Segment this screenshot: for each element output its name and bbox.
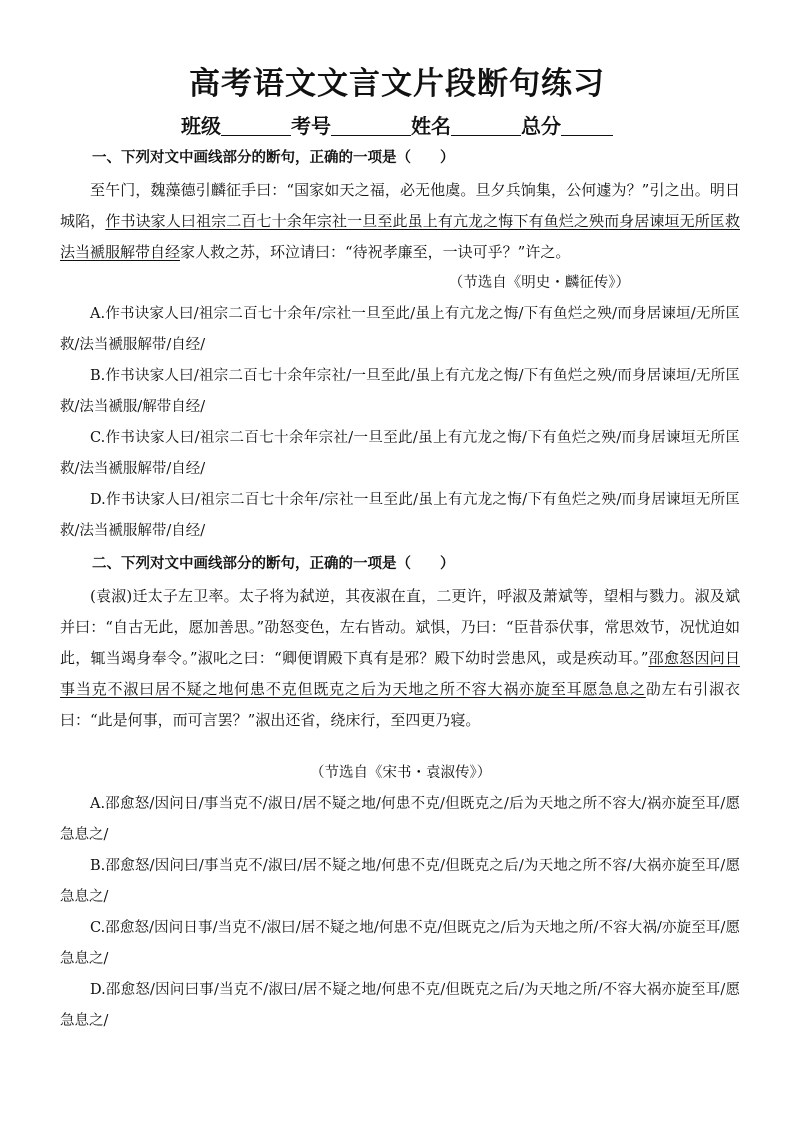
class-blank[interactable] <box>221 115 291 136</box>
passage-text: 劭左右引淑衣曰：“此是何事，而可言罢？”淑出还省，绕床行，至四更乃寝。 <box>60 680 740 729</box>
name-blank[interactable] <box>451 115 521 136</box>
option-c[interactable]: C.作书诀家人曰/祖宗二百七十余年宗社/一旦至此/虽上有亢龙之悔/下有鱼烂之殃/而身居谏垣无所匡救/法当褫服解带/自经/ <box>60 430 740 477</box>
question-2 <box>60 553 740 1037</box>
passage-text: 家人救之苏，环泣请曰：“待祝孝廉至，一诀可乎？”许之。 <box>180 243 571 261</box>
question-1-source: （节选自《明史・麟征传》） <box>448 275 630 291</box>
option-d[interactable]: D.邵愈怒/因问曰事/当克不/淑曰/居不疑之地/何患不克/但既克之后/为天地之所/不容大祸亦旋至耳/愿急息之/ <box>60 982 740 1029</box>
passage-text: (袁淑)迁太子左卫率。太子将为弑逆，其夜淑在直，二更许，呼淑及萧斌等，望相与戮力。淑及斌并曰：“自古无此，愿加善思。”劭怒变色，左右皆动。斌惧，乃曰：“臣昔忝伏事，常思效节，况忧迫如此，辄当竭身奉令。”淑叱之曰：“卿便谓殿下真有是邪？殿下幼时尝患风，或是疾动耳。” <box>60 587 740 667</box>
option-b[interactable]: B.作书诀家人曰/祖宗二百七十余年宗社/一旦至此/虽上有亢龙之悔/下有鱼烂之殃/而身居谏垣/无所匡救/法当褫服/解带自经/ <box>60 368 740 415</box>
student-info-line <box>0 110 794 139</box>
option-d[interactable]: D.作书诀家人曰/祖宗二百七十余年/宗社一旦至此/虽上有亢龙之悔/下有鱼烂之殃/而身居谏垣无所匡救/法当褫服解带/自经/ <box>60 492 740 539</box>
question-2-passage <box>60 581 740 736</box>
question-1 <box>60 147 740 547</box>
passage-text: 至午门，魏藻德引麟征手曰：“国家如天之福，必无他虞。旦夕兵饷集，公何遽为？”引之出。明日城陷， <box>60 181 740 230</box>
class-label: 班级 <box>181 114 221 138</box>
name-label: 姓名 <box>411 114 451 138</box>
score-label: 总分 <box>521 114 561 138</box>
question-1-heading: 一、下列对文中画线部分的断句，正确的一项是（ ） <box>92 150 455 166</box>
question-2-heading: 二、下列对文中画线部分的断句，正确的一项是（ ） <box>92 556 455 572</box>
exam-no-label: 考号 <box>291 114 331 138</box>
option-a[interactable]: A.邵愈怒/因问日/事当克不/淑日/居不疑之地/何患不克/但既克之/后为天地之所不容大/祸亦旋至耳/愿急息之/ <box>60 796 740 843</box>
option-a[interactable]: A.作书诀家人曰/祖宗二百七十余年/宗社一旦至此/虽上有亢龙之悔/下有鱼烂之殃/而身居谏垣/无所匡救/法当褫服解带/自经/ <box>60 306 740 353</box>
underlined-passage: 邵愈怒因问日事当克不淑曰居不疑之地何患不克但既克之后为天地之所不容大祸亦旋至耳愿急息之 <box>60 649 740 698</box>
question-1-passage <box>60 175 740 268</box>
score-blank[interactable] <box>561 115 613 136</box>
underlined-passage: 作书诀家人曰祖宗二百七十余年宗社一旦至此虽上有亢龙之悔下有鱼烂之殃而身居谏垣无所匡救法当褫服解带自经 <box>60 212 740 261</box>
option-c[interactable]: C.邵愈怒/因问日事/当克不/淑曰/居不疑之地/何患不克/但既克之/后为天地之所/不容大祸/亦旋至耳/愿急息之/ <box>60 920 740 967</box>
option-b[interactable]: B.邵愈怒/因问曰/事当克不/淑曰/居不疑之地/何患不克/但既克之后/为天地之所不容/大祸亦旋至耳/愿急息之/ <box>60 858 740 905</box>
question-2-source: （节选自《宋书・袁淑传》） <box>310 765 492 781</box>
exam-no-blank[interactable] <box>331 115 411 136</box>
page-title: 高考语文文言文片段断句练习 <box>189 66 605 102</box>
